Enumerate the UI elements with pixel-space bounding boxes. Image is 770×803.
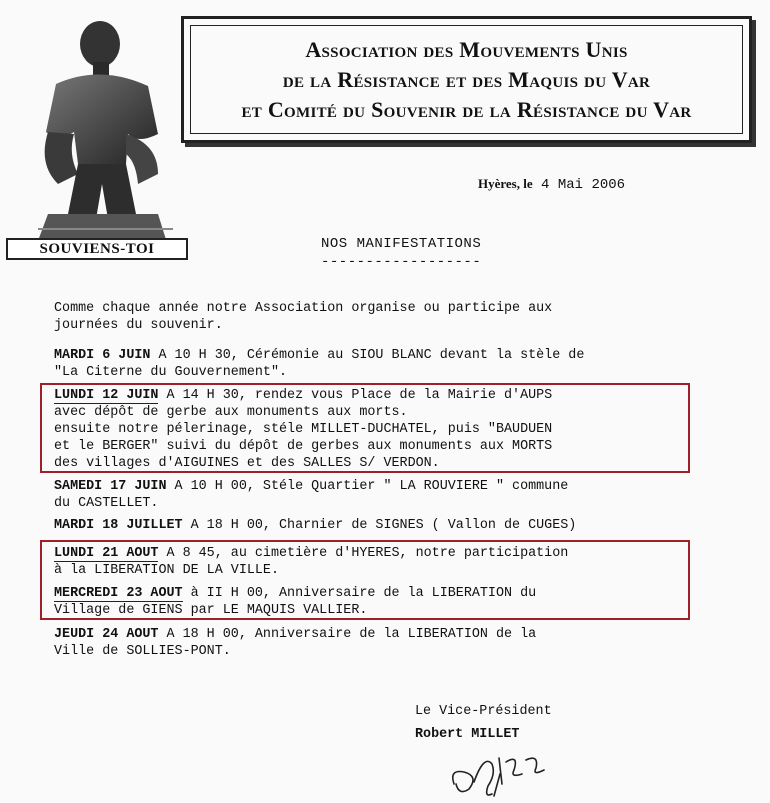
event-line [54,387,552,404]
event-line [54,626,536,643]
header-line-2: de la Résistance et des Maquis du Var [282,66,651,92]
event-details: A 18 H 00, Anniversaire de la LIBERATION de la [158,627,537,642]
event-day: MARDI 18 JUILLET [54,518,183,533]
intro-line-2: journées du souvenir. [54,318,223,333]
header-line-1: Association des Mouvements Unis [305,36,628,62]
event-details: A 18 H 00, Charnier de SIGNES ( Vallon de CUGES) [182,518,577,533]
event-line: ensuite notre pélerinage, stéle MILLET-DUCHATEL, puis "BAUDUEN [54,422,553,437]
event-day: LUNDI 21 AOUT [54,546,159,561]
event-line [54,347,584,364]
event-details: A 10 H 30, Cérémonie au SIOU BLANC devant la stèle de [150,348,585,363]
handwritten-signature [444,744,564,800]
letter-date [478,176,625,193]
motto-label: SOUVIENS-TOI [6,238,188,260]
intro-line-1: Comme chaque année notre Association organise ou participe aux [54,301,553,316]
event-line [54,585,536,602]
event-line: Ville de SOLLIES-PONT. [54,644,231,659]
header-inner-frame [190,25,743,134]
event-line: Village de GIENS par LE MAQUIS VALLIER. [54,603,368,618]
title-underline: ------------------ [321,254,482,270]
signature-name: Robert MILLET [415,727,520,742]
signature-role: Le Vice-Président [415,704,552,719]
header-line-3: et Comité du Souvenir de la Résistance du Var [241,96,692,122]
event-line: "La Citerne du Gouvernement". [54,365,288,380]
event-line: du CASTELLET. [54,496,159,511]
event-line: à la LIBERATION DE LA VILLE. [54,563,279,578]
event-line [54,478,568,495]
resistance-statue-image [8,14,188,246]
event-line: avec dépôt de gerbe aux monuments aux morts. [54,405,408,420]
event-day: SAMEDI 17 JUIN [54,479,167,494]
event-line: et le BERGER" suivi du dépôt de gerbes aux monuments aux MORTS [54,439,553,454]
event-details: A 8 45, au cimetière d'HYERES, notre participation [158,546,569,561]
event-line [54,517,576,534]
event-line [54,545,568,562]
association-header [181,16,752,143]
date-place: Hyères, le [478,176,533,191]
event-day: JEUDI 24 AOUT [54,627,159,642]
date-value: 4 Mai 2006 [541,177,626,193]
event-details: A 14 H 30, rendez vous Place de la Mairie d'AUPS [158,388,553,403]
event-details: A 10 H 00, Stéle Quartier " LA ROUVIERE " commune [166,479,569,494]
page-title: NOS MANIFESTATIONS [321,236,482,252]
event-details: à II H 00, Anniversaire de la LIBERATION du [182,586,537,601]
event-day: LUNDI 12 JUIN [54,388,159,403]
event-line: des villages d'AIGUINES et des SALLES S/ VERDON. [54,456,440,471]
event-day: MARDI 6 JUIN [54,348,151,363]
event-day: MERCREDI 23 AOUT [54,586,183,601]
